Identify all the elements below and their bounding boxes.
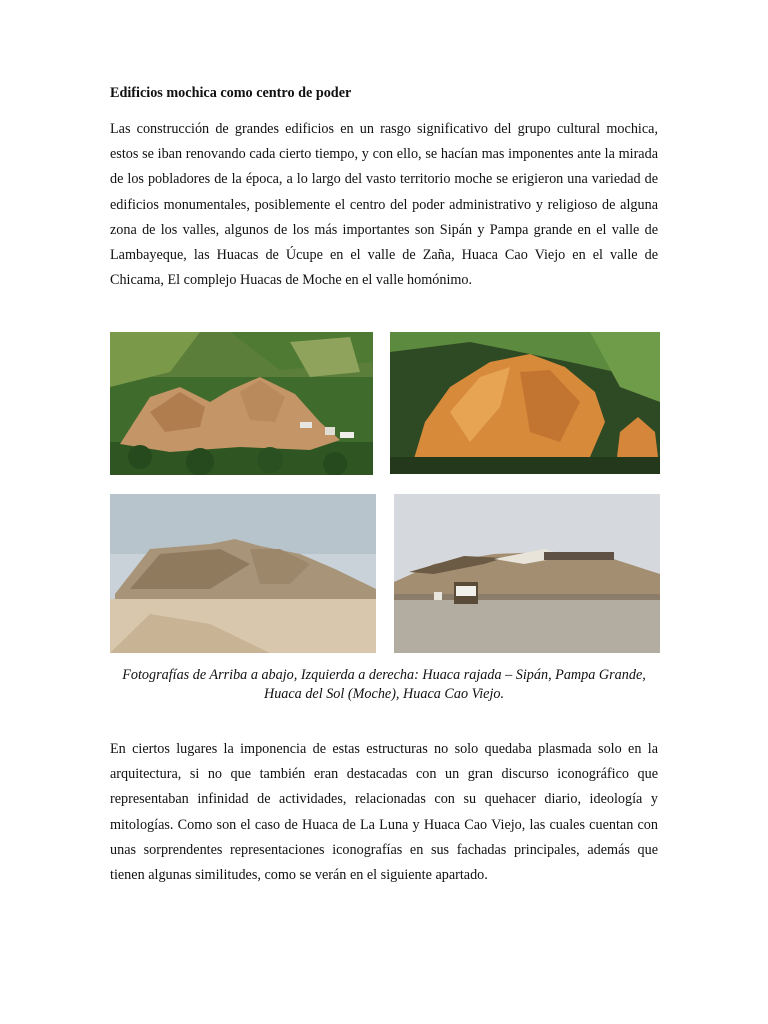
photo-huaca-del-sol (110, 494, 376, 653)
photo-caption: Fotografías de Arriba a abajo, Izquierda a derecha: Huaca rajada – Sipán, Pampa Grande, Huaca del Sol (Moche), Huaca Cao Viejo. (122, 667, 646, 702)
photo-pampa-grande (390, 332, 660, 474)
section-title: Edificios mochica como centro de poder (110, 85, 352, 101)
second-paragraph: En ciertos lugares la imponencia de estas estructuras no solo quedaba plasmada solo en la arquitectura, si no que también eran destacadas con un gran discurso iconográfico que representaban infinidad de actividades, relacionadas con su quehacer diario, ideología y mitologías. Como son el caso de Huaca de La Luna y Huaca Cao Viejo, las cuales cuentan con unas sorprendentes representaciones iconografías en sus fachadas principales, además que tienen algunas similitudes, como se verán en el siguiente apartado. (110, 741, 658, 884)
intro-paragraph: Las construcción de grandes edificios en un rasgo significativo del grupo cultural mochica, estos se iban renovando cada cierto tiempo, y con ello, se hacían mas imponentes ante la mirada de los pobladores de la época, a lo largo del vasto territorio moche se erigieron una variedad de edificios monumentales, posiblemente el centro del poder administrativo y religioso de alguna zona de los valles, algunos de los más importantes son Sipán y Pampa grande en el valle de Lambayeque, las Huacas de Úcupe en el valle de Zaña, Huaca Cao Viejo en el valle de Chicama, El complejo Huacas de Moche en el valle homónimo. (110, 121, 658, 289)
photo-huaca-rajada (110, 332, 373, 475)
photo-huaca-cao-viejo (394, 494, 660, 653)
